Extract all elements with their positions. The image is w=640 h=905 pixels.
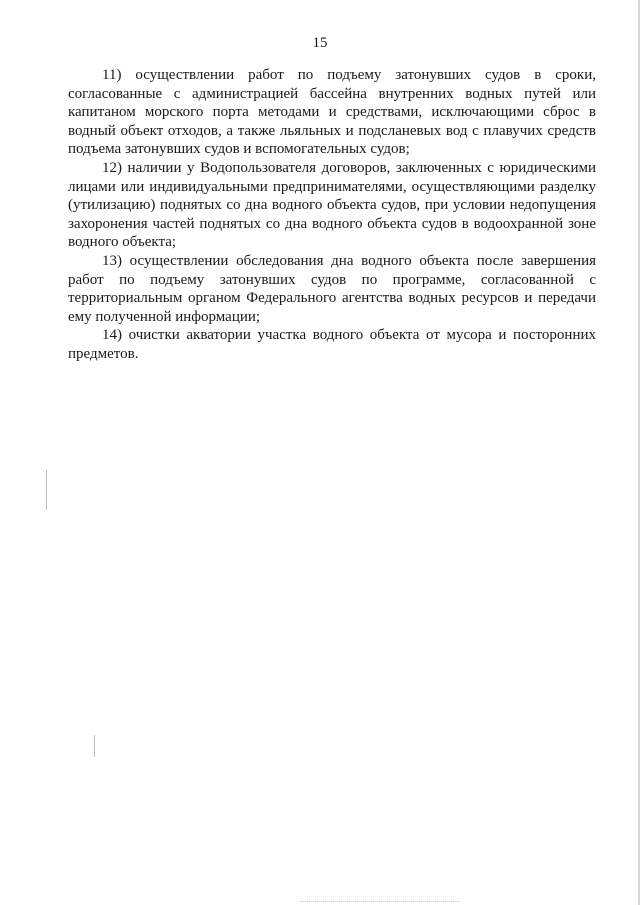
scan-artifact-dots xyxy=(300,901,460,903)
document-body xyxy=(68,66,596,364)
paragraph-item-11: 11) осуществлении работ по подъему затонувших судов в сроки, согласованные с администрацией бассейна внутренних водных путей или капитаном морского порта методами и средствами, исключающими сброс в водный объект отходов, а также льяльных и подсланевых вод с плавучих средств подъема затонувших судов и вспомогательных судов; xyxy=(68,67,596,158)
paragraph-item-14: 14) очистки акватории участка водного объекта от мусора и посторонних предметов. xyxy=(68,327,596,362)
paragraph-item-13: 13) осуществлении обследования дна водного объекта после завершения работ по подъему затонувших судов по программе, согласованной с территориальным органом Федерального агентства водных ресурсов и передачи ему полученной информации; xyxy=(68,252,596,325)
page-number: 15 xyxy=(312,35,328,51)
scan-artifact-mark xyxy=(46,470,47,510)
scan-artifact-mark xyxy=(94,735,95,757)
paragraph-item-12: 12) наличии у Водопользователя договоров, заключенных с юридическими лицами или индивидуальными предпринимателями, осуществляющими разделку (утилизацию) поднятых со дна водного объекта судов, при условии недопущения захоронения частей поднятых со дна водного объекта судов в водоохранной зоне водного объекта; xyxy=(68,159,596,251)
